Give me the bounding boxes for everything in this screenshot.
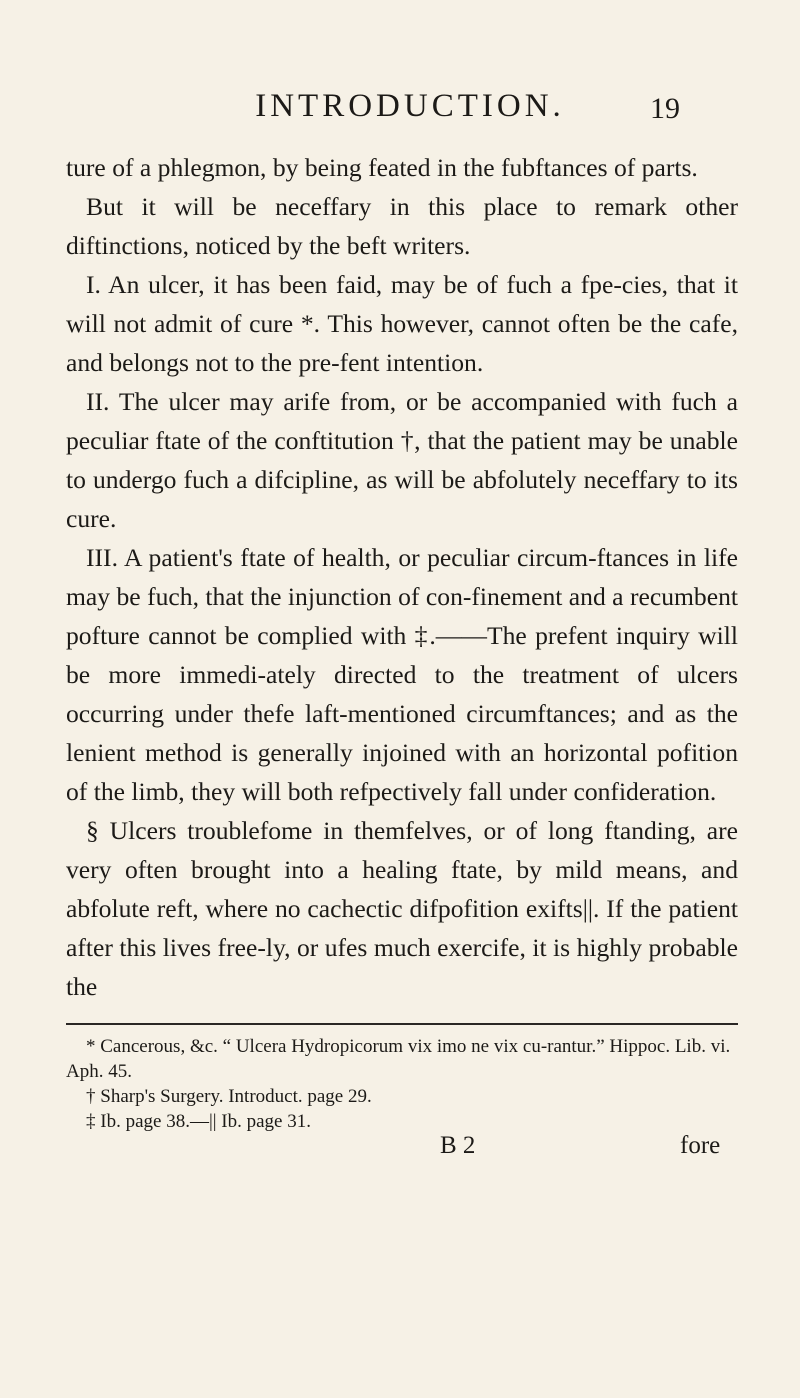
- footnote: ‡ Ib. page 38.—|| Ib. page 31.: [86, 1111, 311, 1132]
- page-number: 19: [650, 92, 680, 125]
- footnote: * Cancerous, &c. “ Ulcera Hydropicorum vix imo ne vix cu-rantur.” Hippoc. Lib. vi. Aph. 45.: [66, 1036, 731, 1082]
- footnotes: [66, 1034, 738, 1134]
- paragraph: § Ulcers troublefome in themfelves, or of long ftanding, are very often brought into a healing ftate, by mild means, and abfolute reft, where no cachectic difpofition exifts||. If the patient after this lives free-ly, or ufes much exercife, it is highly probable the: [66, 816, 738, 1001]
- running-header: INTRODUCTION.: [255, 88, 565, 124]
- signature-mark: B 2: [440, 1132, 476, 1159]
- paragraph: III. A patient's ftate of health, or peculiar circum-ftances in life may be fuch, that the injunction of con-finement and a recumbent pofture cannot be complied with ‡.——The prefent inquiry will be more immedi-ately directed to the treatment of ulcers occurring under thefe laft-mentioned circumftances; and as the lenient method is generally injoined with an horizontal pofition of the limb, they will both refpectively fall under confideration.: [66, 543, 738, 806]
- body-text: [66, 148, 738, 1006]
- footnote: † Sharp's Surgery. Introduct. page 29.: [86, 1086, 372, 1107]
- paragraph: I. An ulcer, it has been faid, may be of fuch a fpe-cies, that it will not admit of cure *. This however, cannot often be the cafe, and belongs not to the pre-fent intention.: [66, 270, 738, 377]
- paragraph: ture of a phlegmon, by being feated in the fubftances of parts.: [66, 153, 698, 182]
- paragraph: II. The ulcer may arife from, or be accompanied with fuch a peculiar ftate of the conftitution †, that the patient may be unable to undergo fuch a difcipline, as will be abfolutely neceffary to its cure.: [66, 387, 738, 533]
- paragraph: But it will be neceffary in this place to remark other diftinctions, noticed by the beft writers.: [66, 192, 738, 260]
- catchword: fore: [680, 1132, 721, 1159]
- footnote-divider: [66, 1023, 738, 1025]
